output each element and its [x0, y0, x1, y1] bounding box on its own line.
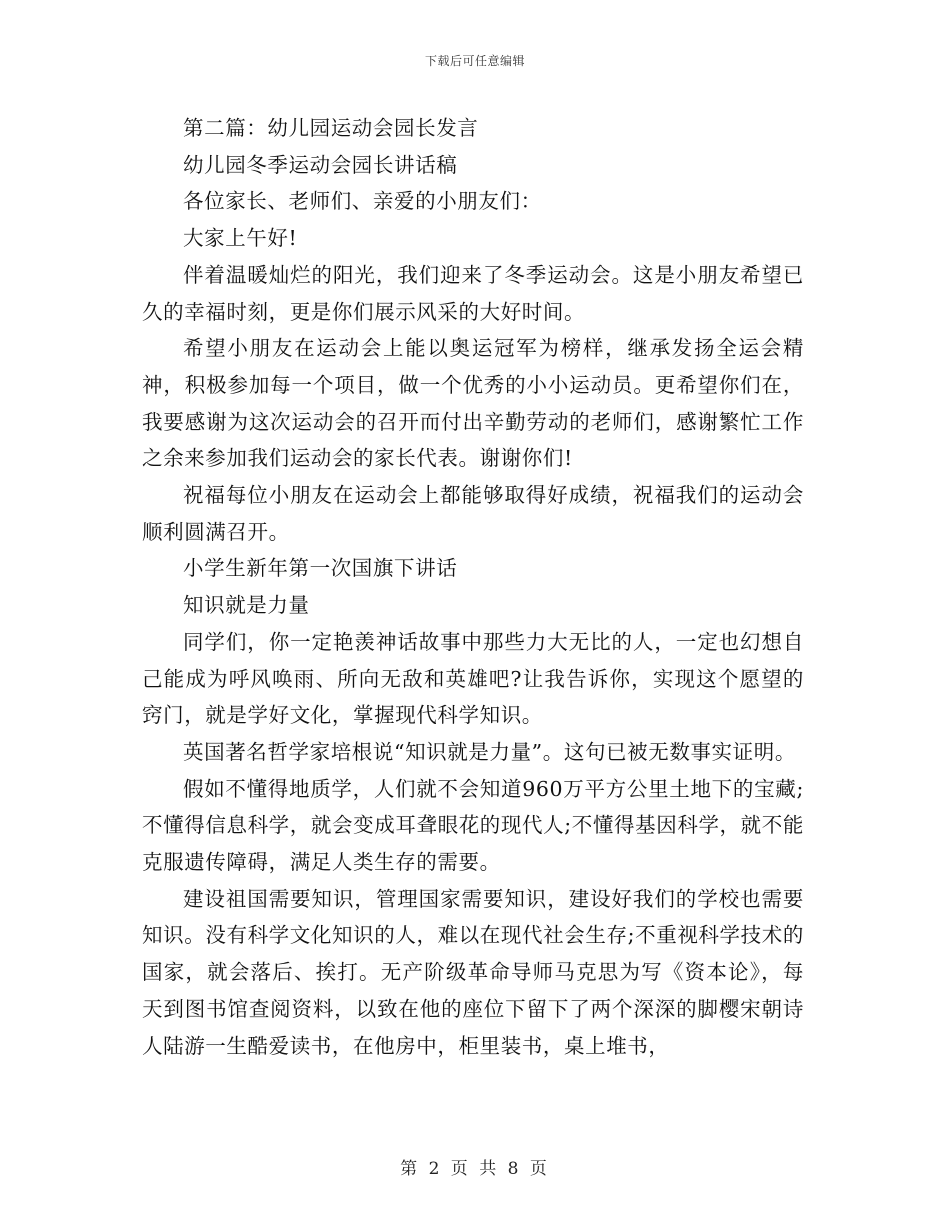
- paragraph: 希望小朋友在运动会上能以奥运冠军为榜样，继承发扬全运会精神，积极参加每一个项目，做一个优秀的小小运动员。更希望你们在，我要感谢为这次运动会的召开而付出辛勤劳动的老师们，感谢繁忙工作之余来参加我们运动会的家长代表。谢谢你们!: [142, 336, 804, 471]
- paragraph: 建设祖国需要知识，管理国家需要知识，建设好我们的学校也需要知识。没有科学文化知识的人，难以在现代社会生存;不重视科学技术的国家，就会落后、挨打。无产阶级革命导师马克思为写《资本论》，每天到图书馆查阅资料，以致在他的座位下留下了两个深深的脚樱宋朝诗人陆游一生酷爱读书，在他房中，柜里装书，桌上堆书，: [142, 886, 804, 1058]
- section-title: 第二篇：幼儿园运动会园长发言: [183, 116, 479, 140]
- greeting: 大家上午好!: [183, 226, 298, 251]
- document-body: [142, 110, 804, 1064]
- speech-title: 小学生新年第一次国旗下讲话: [183, 556, 458, 581]
- page-header: 下载后可任意编辑: [424, 54, 525, 68]
- paragraph: 假如不懂得地质学，人们就不会知道960万平方公里土地下的宝藏;不懂得信息科学，就会变成耳聋眼花的现代人;不懂得基因科学，就不能克服遗传障碍，满足人类生存的需要。: [142, 776, 804, 875]
- paragraph: 英国著名哲学家培根说“知识就是力量”。这句已被无数事实证明。: [183, 739, 796, 764]
- salutation: 各位家长、老师们、亲爱的小朋友们：: [183, 189, 542, 214]
- page-number-footer: 第 2 页 共 8 页: [400, 1159, 550, 1179]
- speech-subtitle: 知识就是力量: [183, 593, 310, 618]
- paragraph: 同学们，你一定艳羡神话故事中那些力大无比的人，一定也幻想自己能成为呼风唤雨、所向无敌和英雄吧?让我告诉你，实现这个愿望的窍门，就是学好文化，掌握现代科学知识。: [142, 629, 804, 728]
- speech-title: 幼儿园冬季运动会园长讲话稿: [183, 152, 458, 177]
- paragraph: 祝福每位小朋友在运动会上都能够取得好成绩，祝福我们的运动会顺利圆满召开。: [142, 483, 804, 544]
- paragraph: 伴着温暖灿烂的阳光，我们迎来了冬季运动会。这是小朋友希望已久的幸福时刻，更是你们展示风采的大好时间。: [142, 262, 804, 324]
